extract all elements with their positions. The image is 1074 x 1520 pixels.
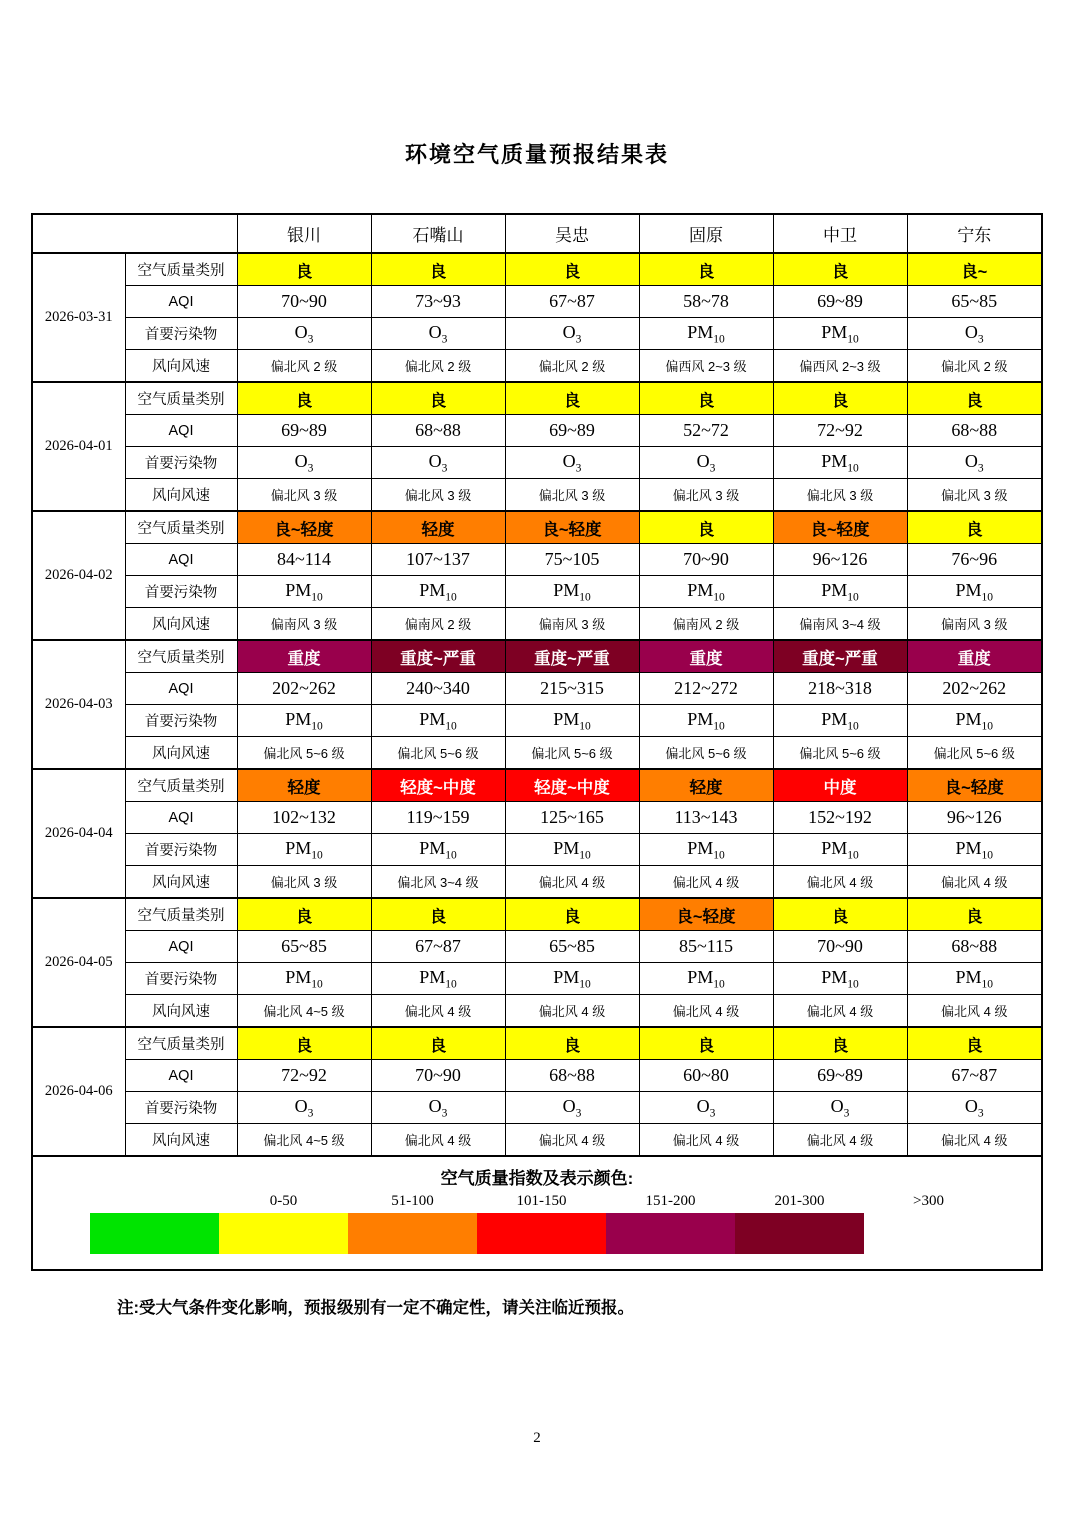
table-row [32, 544, 1042, 576]
pol-value: $PM_{10}$ [371, 576, 505, 608]
aqi-value: 70~90 [371, 1060, 505, 1092]
cat-value: 重度 [907, 640, 1042, 673]
aqi-value: 69~89 [505, 415, 639, 447]
table-row [32, 1092, 1042, 1124]
aqi-value: 125~165 [505, 802, 639, 834]
cat-value: 良 [371, 1027, 505, 1060]
wind-value: 偏北风 2 级 [237, 350, 371, 383]
pol-value: $PM_{10}$ [907, 834, 1042, 866]
forecast-table-wrap [31, 213, 1043, 1271]
wind-value: 偏北风 3 级 [907, 479, 1042, 512]
pol-value: $O_3$ [639, 447, 773, 479]
aqi-value: 240~340 [371, 673, 505, 705]
row-label: 风向风速 [125, 737, 237, 770]
table-row [32, 447, 1042, 479]
row-label: 空气质量类别 [125, 253, 237, 286]
legend-range-label-2: 51-100 [391, 1193, 434, 1209]
cat-value: 良 [505, 898, 639, 931]
pol-value: $PM_{10}$ [907, 963, 1042, 995]
wind-value: 偏北风 3 级 [237, 866, 371, 899]
pol-value: $PM_{10}$ [907, 705, 1042, 737]
row-label: AQI [125, 802, 237, 834]
row-label: AQI [125, 415, 237, 447]
cat-value: 良 [237, 898, 371, 931]
cat-value: 良 [907, 898, 1042, 931]
aqi-value: 70~90 [773, 931, 907, 963]
table-row [32, 415, 1042, 447]
row-label: 空气质量类别 [125, 511, 237, 544]
wind-value: 偏南风 3 级 [237, 608, 371, 641]
pol-value: $O_3$ [773, 1092, 907, 1124]
table-row [32, 608, 1042, 641]
aqi-value: 69~89 [773, 1060, 907, 1092]
wind-value: 偏北风 4 级 [505, 995, 639, 1028]
aqi-value: 113~143 [639, 802, 773, 834]
aqi-value: 102~132 [237, 802, 371, 834]
pol-value: $PM_{10}$ [505, 834, 639, 866]
table-row [32, 479, 1042, 512]
row-label: 风向风速 [125, 995, 237, 1028]
cat-value: 良 [371, 253, 505, 286]
date-cell: 2026-04-01 [32, 382, 125, 511]
table-row [32, 286, 1042, 318]
pol-value: $O_3$ [371, 318, 505, 350]
aqi-value: 96~126 [907, 802, 1042, 834]
row-label: 首要污染物 [125, 1092, 237, 1124]
table-row [32, 737, 1042, 770]
aqi-value: 107~137 [371, 544, 505, 576]
pol-value: $O_3$ [505, 1092, 639, 1124]
date-cell: 2026-04-06 [32, 1027, 125, 1156]
legend-swatch-4 [477, 1213, 606, 1254]
cat-value: 良 [505, 1027, 639, 1060]
aqi-value: 60~80 [639, 1060, 773, 1092]
pol-value: $O_3$ [639, 1092, 773, 1124]
cat-value: 良 [237, 382, 371, 415]
forecast-note: 注:受大气条件变化影响，预报级别有一定不确定性，请关注临近预报。 [117, 1299, 634, 1317]
cat-value: 良~轻度 [773, 511, 907, 544]
cat-value: 良~轻度 [639, 898, 773, 931]
cat-value: 良~轻度 [505, 511, 639, 544]
aqi-value: 68~88 [907, 931, 1042, 963]
city-header-4: 固原 [639, 214, 773, 253]
pol-value: $O_3$ [505, 447, 639, 479]
cat-value: 中度 [773, 769, 907, 802]
row-label: 首要污染物 [125, 705, 237, 737]
row-label: 首要污染物 [125, 318, 237, 350]
aqi-value: 65~85 [505, 931, 639, 963]
aqi-value: 96~126 [773, 544, 907, 576]
date-cell: 2026-04-04 [32, 769, 125, 898]
pol-value: $PM_{10}$ [371, 963, 505, 995]
legend-range-label-6: >300 [913, 1193, 944, 1209]
cat-value: 良~轻度 [237, 511, 371, 544]
table-row [32, 350, 1042, 383]
row-label: 风向风速 [125, 479, 237, 512]
table-row [32, 898, 1042, 931]
aqi-value: 202~262 [907, 673, 1042, 705]
legend-swatch-5 [606, 1213, 735, 1254]
legend-cell [32, 1156, 1042, 1270]
page-number: 2 [533, 1430, 541, 1446]
wind-value: 偏北风 5~6 级 [773, 737, 907, 770]
pol-value: $PM_{10}$ [907, 576, 1042, 608]
table-row [32, 673, 1042, 705]
wind-value: 偏南风 3 级 [505, 608, 639, 641]
legend-swatch-2 [219, 1213, 348, 1254]
row-label: AQI [125, 673, 237, 705]
wind-value: 偏北风 4 级 [907, 995, 1042, 1028]
wind-value: 偏北风 4 级 [773, 866, 907, 899]
row-label: 首要污染物 [125, 576, 237, 608]
wind-value: 偏西风 2~3 级 [773, 350, 907, 383]
table-row [32, 1124, 1042, 1157]
row-label: 空气质量类别 [125, 382, 237, 415]
pol-value: $PM_{10}$ [505, 576, 639, 608]
forecast-table [31, 213, 1043, 1271]
cat-value: 良 [639, 1027, 773, 1060]
table-row [32, 963, 1042, 995]
aqi-value: 65~85 [237, 931, 371, 963]
pol-value: $PM_{10}$ [773, 576, 907, 608]
aqi-value: 65~85 [907, 286, 1042, 318]
header-row [32, 214, 1042, 253]
wind-value: 偏北风 4 级 [773, 1124, 907, 1157]
aqi-value: 152~192 [773, 802, 907, 834]
table-row [32, 1027, 1042, 1060]
wind-value: 偏南风 2 级 [639, 608, 773, 641]
cat-value: 重度 [639, 640, 773, 673]
aqi-value: 215~315 [505, 673, 639, 705]
cat-value: 良 [371, 382, 505, 415]
row-label: 空气质量类别 [125, 769, 237, 802]
date-cell: 2026-04-05 [32, 898, 125, 1027]
pol-value: $O_3$ [371, 447, 505, 479]
pol-value: $PM_{10}$ [639, 318, 773, 350]
legend-grid [90, 1190, 1041, 1254]
row-label: 首要污染物 [125, 963, 237, 995]
pol-value: $O_3$ [371, 1092, 505, 1124]
legend-label-row [90, 1190, 1041, 1213]
table-row [32, 382, 1042, 415]
pol-value: $PM_{10}$ [371, 705, 505, 737]
aqi-value: 68~88 [907, 415, 1042, 447]
pol-value: $PM_{10}$ [773, 447, 907, 479]
wind-value: 偏北风 3 级 [773, 479, 907, 512]
pol-value: $PM_{10}$ [237, 576, 371, 608]
row-label: 空气质量类别 [125, 640, 237, 673]
pol-value: $PM_{10}$ [639, 576, 773, 608]
row-label: 风向风速 [125, 608, 237, 641]
cat-value: 轻度~中度 [371, 769, 505, 802]
wind-value: 偏北风 4 级 [505, 866, 639, 899]
cat-value: 良 [237, 253, 371, 286]
table-row [32, 834, 1042, 866]
pol-value: $PM_{10}$ [773, 963, 907, 995]
pol-value: $PM_{10}$ [505, 705, 639, 737]
corner-cell [32, 214, 237, 253]
wind-value: 偏北风 4 级 [639, 995, 773, 1028]
cat-value: 良 [505, 253, 639, 286]
wind-value: 偏南风 2 级 [371, 608, 505, 641]
wind-value: 偏北风 4 级 [639, 1124, 773, 1157]
pol-value: $O_3$ [237, 447, 371, 479]
city-header-3: 吴忠 [505, 214, 639, 253]
row-label: 空气质量类别 [125, 1027, 237, 1060]
cat-value: 良 [907, 511, 1042, 544]
city-header-5: 中卫 [773, 214, 907, 253]
legend-label-spacer [90, 1190, 219, 1213]
aqi-value: 212~272 [639, 673, 773, 705]
cat-value: 良 [237, 1027, 371, 1060]
page-title: 环境空气质量预报结果表 [404, 142, 669, 167]
aqi-value: 52~72 [639, 415, 773, 447]
wind-value: 偏北风 4 级 [639, 866, 773, 899]
wind-value: 偏北风 3~4 级 [371, 866, 505, 899]
legend-range-label-4: 151-200 [645, 1193, 696, 1209]
table-row [32, 640, 1042, 673]
wind-value: 偏南风 3~4 级 [773, 608, 907, 641]
table-row [32, 995, 1042, 1028]
aqi-value: 70~90 [639, 544, 773, 576]
aqi-value: 58~78 [639, 286, 773, 318]
wind-value: 偏北风 4 级 [505, 1124, 639, 1157]
aqi-value: 68~88 [505, 1060, 639, 1092]
cat-value: 良 [639, 511, 773, 544]
wind-value: 偏北风 4 级 [371, 995, 505, 1028]
cat-value: 良 [639, 382, 773, 415]
table-row [32, 318, 1042, 350]
aqi-value: 68~88 [371, 415, 505, 447]
cat-value: 良 [505, 382, 639, 415]
wind-value: 偏南风 3 级 [907, 608, 1042, 641]
pol-value: $PM_{10}$ [773, 834, 907, 866]
aqi-value: 85~115 [639, 931, 773, 963]
cat-value: 重度 [237, 640, 371, 673]
pol-value: $PM_{10}$ [371, 834, 505, 866]
legend-title: 空气质量指数及表示颜色: [440, 1169, 634, 1188]
wind-value: 偏北风 3 级 [371, 479, 505, 512]
aqi-value: 72~92 [773, 415, 907, 447]
pol-value: $PM_{10}$ [237, 963, 371, 995]
cat-value: 良 [773, 898, 907, 931]
pol-value: $PM_{10}$ [505, 963, 639, 995]
row-label: 首要污染物 [125, 447, 237, 479]
cat-value: 良 [639, 253, 773, 286]
pol-value: $PM_{10}$ [237, 705, 371, 737]
aqi-value: 67~87 [505, 286, 639, 318]
legend-range-label-5: 201-300 [774, 1193, 825, 1209]
cat-value: 轻度~中度 [505, 769, 639, 802]
wind-value: 偏北风 3 级 [237, 479, 371, 512]
cat-value: 重度~严重 [371, 640, 505, 673]
legend-range-label-1: 0-50 [269, 1193, 298, 1209]
legend-range-label-3: 101-150 [516, 1193, 567, 1209]
wind-value: 偏北风 5~6 级 [371, 737, 505, 770]
pol-value: $PM_{10}$ [237, 834, 371, 866]
table-row [32, 769, 1042, 802]
row-label: 风向风速 [125, 1124, 237, 1157]
aqi-value: 202~262 [237, 673, 371, 705]
legend-swatch-1 [90, 1213, 219, 1254]
aqi-value: 84~114 [237, 544, 371, 576]
wind-value: 偏西风 2~3 级 [639, 350, 773, 383]
aqi-value: 218~318 [773, 673, 907, 705]
wind-value: 偏北风 4~5 级 [237, 995, 371, 1028]
pol-value: $PM_{10}$ [773, 318, 907, 350]
cat-value: 良 [907, 1027, 1042, 1060]
aqi-value: 75~105 [505, 544, 639, 576]
aqi-value: 73~93 [371, 286, 505, 318]
table-row [32, 866, 1042, 899]
date-cell: 2026-04-03 [32, 640, 125, 769]
table-row [32, 705, 1042, 737]
pol-value: $PM_{10}$ [639, 705, 773, 737]
wind-value: 偏北风 2 级 [505, 350, 639, 383]
row-label: AQI [125, 1060, 237, 1092]
aqi-value: 72~92 [237, 1060, 371, 1092]
row-label: 空气质量类别 [125, 898, 237, 931]
cat-value: 重度~严重 [773, 640, 907, 673]
cat-value: 良~轻度 [907, 769, 1042, 802]
date-cell: 2026-03-31 [32, 253, 125, 382]
aqi-value: 76~96 [907, 544, 1042, 576]
wind-value: 偏北风 4 级 [907, 866, 1042, 899]
legend-row [32, 1156, 1042, 1270]
pol-value: $O_3$ [907, 447, 1042, 479]
pol-value: $O_3$ [237, 318, 371, 350]
aqi-value: 69~89 [237, 415, 371, 447]
wind-value: 偏北风 3 级 [505, 479, 639, 512]
cat-value: 轻度 [237, 769, 371, 802]
cat-value: 良 [907, 382, 1042, 415]
table-row [32, 511, 1042, 544]
wind-value: 偏北风 4 级 [371, 1124, 505, 1157]
cat-value: 良 [371, 898, 505, 931]
legend-swatch-spacer [864, 1213, 993, 1254]
table-row [32, 253, 1042, 286]
cat-value: 轻度 [371, 511, 505, 544]
row-label: 首要污染物 [125, 834, 237, 866]
aqi-value: 67~87 [907, 1060, 1042, 1092]
wind-value: 偏北风 4~5 级 [237, 1124, 371, 1157]
cat-value: 良 [773, 253, 907, 286]
cat-value: 良 [773, 382, 907, 415]
pol-value: $O_3$ [907, 1092, 1042, 1124]
pol-value: $O_3$ [505, 318, 639, 350]
pol-value: $PM_{10}$ [773, 705, 907, 737]
row-label: AQI [125, 931, 237, 963]
city-header-2: 石嘴山 [371, 214, 505, 253]
table-row [32, 576, 1042, 608]
legend-swatch-6 [735, 1213, 864, 1254]
wind-value: 偏北风 2 级 [371, 350, 505, 383]
row-label: AQI [125, 544, 237, 576]
aqi-value: 70~90 [237, 286, 371, 318]
date-cell: 2026-04-02 [32, 511, 125, 640]
wind-value: 偏北风 5~6 级 [639, 737, 773, 770]
row-label: 风向风速 [125, 866, 237, 899]
table-row [32, 931, 1042, 963]
wind-value: 偏北风 5~6 级 [505, 737, 639, 770]
aqi-value: 69~89 [773, 286, 907, 318]
city-header-6: 宁东 [907, 214, 1042, 253]
table-row [32, 1060, 1042, 1092]
city-header-1: 银川 [237, 214, 371, 253]
table-row [32, 802, 1042, 834]
cat-value: 良~ [907, 253, 1042, 286]
aqi-value: 119~159 [371, 802, 505, 834]
legend-swatch-row [90, 1213, 1041, 1254]
wind-value: 偏北风 5~6 级 [907, 737, 1042, 770]
wind-value: 偏北风 3 级 [639, 479, 773, 512]
pol-value: $O_3$ [907, 318, 1042, 350]
pol-value: $PM_{10}$ [639, 963, 773, 995]
wind-value: 偏北风 5~6 级 [237, 737, 371, 770]
aqi-value: 67~87 [371, 931, 505, 963]
legend-swatch-3 [348, 1213, 477, 1254]
cat-value: 轻度 [639, 769, 773, 802]
wind-value: 偏北风 2 级 [907, 350, 1042, 383]
pol-value: $PM_{10}$ [639, 834, 773, 866]
row-label: AQI [125, 286, 237, 318]
cat-value: 重度~严重 [505, 640, 639, 673]
cat-value: 良 [773, 1027, 907, 1060]
wind-value: 偏北风 4 级 [907, 1124, 1042, 1157]
row-label: 风向风速 [125, 350, 237, 383]
wind-value: 偏北风 4 级 [773, 995, 907, 1028]
pol-value: $O_3$ [237, 1092, 371, 1124]
